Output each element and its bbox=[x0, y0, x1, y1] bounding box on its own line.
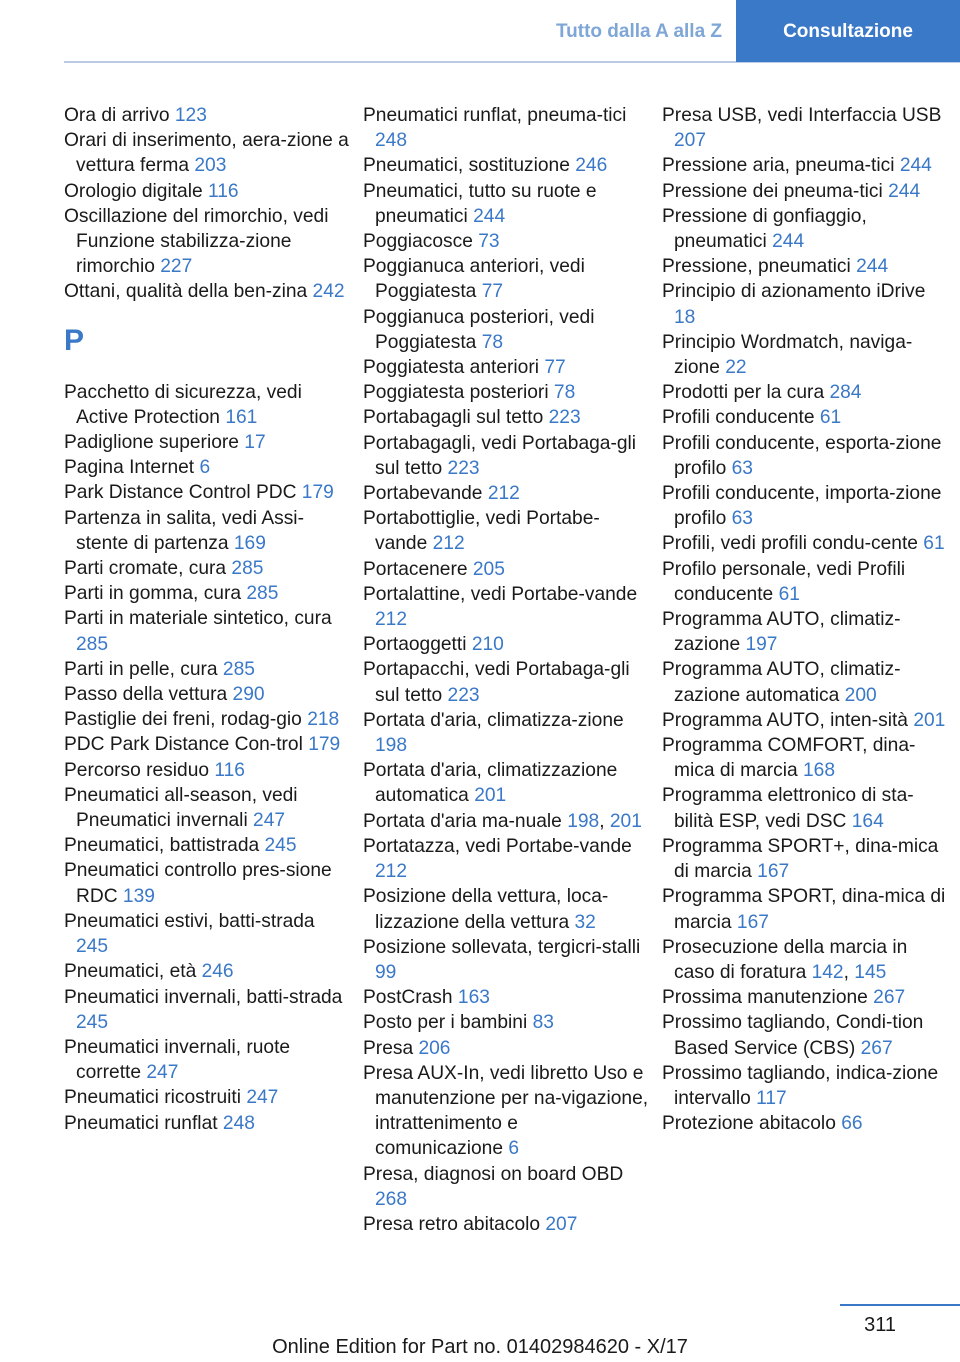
index-entry-text: Pneumatici all-season, vedi Pneumatici invernali bbox=[64, 784, 298, 832]
index-entry-text: Parti cromate, cura bbox=[64, 558, 232, 580]
index-entry bbox=[64, 732, 350, 757]
index-entry-text: Presa AUX-In, vedi libretto Uso e manutenzione per na-vigazione, intrattenimento e comunicazione bbox=[363, 1062, 649, 1160]
index-entry-text: PDC Park Distance Con-trol bbox=[64, 734, 309, 756]
index-entry bbox=[64, 179, 350, 204]
index-entry bbox=[662, 153, 948, 178]
index-entry bbox=[64, 657, 350, 682]
page-reference-link[interactable]: 99 bbox=[375, 961, 397, 983]
index-entry-text: Parti in materiale sintetico, cura bbox=[64, 608, 332, 630]
page-reference-link[interactable]: 244 bbox=[856, 256, 889, 278]
index-entry-text: Presa bbox=[363, 1037, 419, 1059]
page-reference-link[interactable]: 245 bbox=[264, 835, 297, 857]
index-entry-text: Profili conducente bbox=[662, 407, 820, 429]
index-entry bbox=[363, 481, 649, 506]
index-entry bbox=[662, 783, 948, 833]
index-entry bbox=[662, 405, 948, 430]
index-entry bbox=[662, 531, 948, 556]
index-entry-text: Presa retro abitacolo bbox=[363, 1213, 546, 1235]
index-entry-text: PostCrash bbox=[363, 987, 458, 1009]
index-entry bbox=[363, 632, 649, 657]
page-reference-link[interactable]: 223 bbox=[447, 684, 480, 706]
index-entry-text: Portaoggetti bbox=[363, 634, 472, 656]
page-reference-link[interactable]: 207 bbox=[545, 1213, 578, 1235]
page-reference-link[interactable]: 83 bbox=[532, 1012, 554, 1034]
page-reference-link[interactable]: 244 bbox=[473, 205, 506, 227]
index-entry bbox=[64, 985, 350, 1035]
index-entry bbox=[363, 985, 649, 1010]
page-reference-link[interactable]: 246 bbox=[575, 155, 608, 177]
page-reference-link[interactable]: 77 bbox=[481, 281, 504, 303]
index-entry-text: Partenza in salita, vedi Assi-stente di partenza bbox=[64, 507, 304, 554]
page-reference-link[interactable]: 207 bbox=[674, 130, 707, 152]
index-entry-text: Profili conducente, esporta-zione profilo bbox=[662, 432, 942, 479]
index-entry-text: Pneumatici, sostituzione bbox=[363, 155, 576, 177]
index-entry-text: Prossimo tagliando, Condi-tion Based Service (CBS) bbox=[662, 1012, 924, 1059]
index-entry bbox=[662, 481, 948, 531]
index-entry bbox=[363, 935, 649, 985]
index-entry bbox=[64, 1035, 350, 1085]
index-entry-text: Prossima manutenzione bbox=[662, 987, 874, 1009]
page-reference-link[interactable]: 201 bbox=[474, 785, 507, 807]
index-entry bbox=[662, 557, 948, 607]
letter-heading: P bbox=[64, 323, 85, 357]
page-reference-link[interactable]: 223 bbox=[447, 457, 480, 479]
index-entry-text: Pressione di gonfiaggio, pneumatici bbox=[662, 205, 867, 253]
index-entry bbox=[363, 179, 649, 229]
page-reference-link[interactable]: 32 bbox=[574, 911, 596, 933]
index-entry-text: Profili conducente, importa-zione profilo bbox=[662, 483, 942, 530]
page-reference-link[interactable]: 139 bbox=[122, 885, 155, 907]
index-entry-text: Orologio digitale bbox=[64, 180, 208, 202]
index-entry-text: Portalattine, vedi Portabe-vande bbox=[363, 583, 638, 605]
index-entry bbox=[662, 380, 948, 405]
page-reference-link[interactable]: 117 bbox=[756, 1087, 787, 1109]
index-entry bbox=[64, 455, 350, 480]
header-section-title: Tutto dalla A alla Z bbox=[555, 21, 723, 42]
page-reference-link[interactable]: 284 bbox=[829, 382, 862, 404]
index-entry-text: Pneumatici, tutto su ruote e pneumatici bbox=[363, 180, 597, 227]
index-entry bbox=[662, 279, 948, 329]
index-entry bbox=[662, 733, 948, 783]
index-entry bbox=[64, 682, 350, 707]
page-reference-link[interactable]: 198 bbox=[567, 810, 600, 832]
index-entry-text: Portabagagli sul tetto bbox=[363, 407, 549, 429]
page-reference-link[interactable]: 179 bbox=[301, 482, 334, 504]
index-entry-text: Poggianuca posteriori, vedi Poggiatesta bbox=[363, 306, 595, 353]
index-entry-text: Poggiatesta anteriori bbox=[363, 357, 545, 379]
index-entry-text: Pressione dei pneuma-tici bbox=[662, 180, 889, 202]
index-entry bbox=[363, 884, 649, 934]
index-entry bbox=[64, 380, 350, 430]
index-entry bbox=[64, 204, 350, 280]
index-entry bbox=[64, 103, 350, 128]
index-entry-text: Portacenere bbox=[363, 558, 473, 580]
index-entry-text: Pneumatici, battistrada bbox=[64, 835, 265, 857]
index-entry-text: Posizione sollevata, tergicri-stalli bbox=[363, 936, 641, 958]
page-reference-link[interactable]: 246 bbox=[201, 961, 234, 983]
header-chapter-tab: Consultazione bbox=[736, 0, 960, 62]
page-reference-link[interactable]: 63 bbox=[731, 508, 753, 530]
page-number: 311 bbox=[864, 1314, 896, 1336]
page-reference-link[interactable]: 290 bbox=[232, 684, 265, 706]
index-entry bbox=[363, 1010, 649, 1035]
index-entry bbox=[662, 1061, 948, 1111]
page-reference-link[interactable]: 285 bbox=[246, 583, 279, 605]
page-reference-link[interactable]: 145 bbox=[854, 961, 887, 983]
index-entry bbox=[662, 204, 948, 254]
page-reference-link[interactable]: 247 bbox=[246, 1087, 279, 1109]
index-entry bbox=[363, 1061, 649, 1162]
index-entry bbox=[363, 506, 649, 556]
index-entry-text: Protezione abitacolo bbox=[662, 1113, 842, 1135]
page-reference-link[interactable]: 169 bbox=[233, 532, 266, 554]
index-entry-text: Profilo personale, vedi Profili conducente bbox=[662, 558, 906, 605]
footer-rule bbox=[840, 1304, 960, 1306]
index-entry-text: Park Distance Control PDC bbox=[64, 482, 302, 504]
page-reference-link[interactable]: 212 bbox=[432, 533, 465, 555]
index-entry bbox=[662, 1111, 948, 1136]
index-entry-text: Programma AUTO, inten-sità bbox=[662, 709, 914, 731]
index-entry-text: Pneumatici ricostruiti bbox=[64, 1087, 247, 1109]
index-entry bbox=[662, 103, 948, 153]
index-entry bbox=[363, 355, 649, 380]
index-entry bbox=[662, 330, 948, 380]
index-entry: Portata d'aria ma-nuale 198, 201 bbox=[363, 810, 642, 832]
page-reference-link[interactable]: 22 bbox=[725, 357, 747, 379]
index-entry-text: Pneumatici, età bbox=[64, 961, 202, 983]
index-entry bbox=[363, 657, 649, 707]
page-reference-link[interactable]: 245 bbox=[76, 936, 109, 958]
page-reference-link[interactable]: 164 bbox=[851, 810, 884, 832]
index-entry-text: Programma SPORT, dina-mica di marcia bbox=[662, 886, 946, 933]
page-reference-link[interactable]: 77 bbox=[544, 357, 566, 379]
page-reference-link[interactable]: 6 bbox=[199, 457, 211, 479]
page-reference-link[interactable]: 212 bbox=[375, 861, 408, 883]
index-entry-text: Pressione aria, pneuma-tici bbox=[662, 155, 900, 177]
index-entry-text: Portata d'aria, climatizzazione automatica bbox=[363, 760, 618, 807]
index-entry-text: Programma COMFORT, dina-mica di marcia bbox=[662, 735, 916, 782]
index-entry-text: Pacchetto di sicurezza, vedi Active Protection bbox=[64, 381, 302, 428]
index-entry bbox=[662, 431, 948, 481]
page-reference-link[interactable]: 285 bbox=[231, 558, 264, 580]
page-reference-link[interactable]: 200 bbox=[844, 684, 877, 706]
index-entry bbox=[363, 305, 649, 355]
page-reference-link[interactable]: 201 bbox=[609, 810, 642, 832]
index-entry bbox=[64, 909, 350, 959]
page-reference-link[interactable]: 179 bbox=[308, 734, 341, 756]
index-entry bbox=[64, 959, 350, 984]
index-entry bbox=[64, 430, 350, 455]
index-entry-text: Principio di azionamento iDrive bbox=[662, 281, 926, 303]
page-reference-link[interactable]: 218 bbox=[307, 709, 340, 731]
index-entry-text: Programma elettronico di sta-bilità ESP, vedi DSC bbox=[662, 785, 914, 832]
page-reference-link[interactable]: 223 bbox=[548, 407, 581, 429]
page-reference-link[interactable]: 197 bbox=[745, 634, 778, 656]
page-reference-link[interactable]: 167 bbox=[757, 861, 790, 883]
index-entry-text: Programma AUTO, climatiz-zazione bbox=[662, 609, 901, 656]
page-reference-link[interactable]: 142 bbox=[811, 961, 844, 983]
index-entry bbox=[662, 834, 948, 884]
index-entry-text: Ottani, qualità della ben-zina bbox=[64, 281, 313, 303]
index-entry-text: Poggiatesta posteriori bbox=[363, 382, 554, 404]
index-entry-text: Portabottiglie, vedi Portabe-vande bbox=[363, 508, 600, 555]
index-entry bbox=[363, 229, 649, 254]
page-reference-link[interactable]: 267 bbox=[860, 1037, 893, 1059]
index-entry-text: Pneumatici estivi, batti-strada bbox=[64, 910, 315, 932]
index-entry bbox=[64, 581, 350, 606]
index-entry bbox=[363, 1036, 649, 1061]
index-entry bbox=[662, 607, 948, 657]
page-reference-link[interactable]: 61 bbox=[819, 407, 842, 429]
page-reference-link[interactable]: 66 bbox=[841, 1113, 863, 1135]
index-entry-text: Pneumatici runflat bbox=[64, 1112, 223, 1134]
index-column-3 bbox=[662, 103, 948, 1136]
index-entry bbox=[662, 985, 948, 1010]
index-entry-text: Posto per i bambini bbox=[363, 1012, 533, 1034]
index-entry-text: Posizione della vettura, loca-lizzazione della vettura bbox=[363, 886, 609, 933]
index-entry bbox=[64, 506, 350, 556]
index-entry-text: Pressione, pneumatici bbox=[662, 256, 857, 278]
page-reference-link[interactable]: 167 bbox=[736, 911, 769, 933]
index-entry-text: Padiglione superiore bbox=[64, 432, 245, 454]
page-reference-link[interactable]: 61 bbox=[923, 533, 945, 555]
index-entry bbox=[662, 657, 948, 707]
index-entry-text: Pastiglie dei freni, rodag-gio bbox=[64, 709, 308, 731]
page-reference-link[interactable]: 267 bbox=[873, 987, 906, 1009]
index-entry bbox=[363, 708, 649, 758]
index-entry bbox=[363, 431, 649, 481]
page-reference-link[interactable]: 248 bbox=[375, 130, 408, 152]
index-entry-text: Parti in gomma, cura bbox=[64, 583, 247, 605]
page-reference-link[interactable]: 73 bbox=[478, 231, 500, 253]
page-reference-link[interactable]: 203 bbox=[194, 155, 227, 177]
index-entry-text: Passo della vettura bbox=[64, 684, 233, 706]
index-entry-text: Prosecuzione della marcia in caso di foratura bbox=[662, 936, 908, 983]
page-reference-link[interactable]: 6 bbox=[508, 1138, 519, 1160]
page-reference-link[interactable]: 212 bbox=[375, 609, 408, 631]
index-entry-text: Pneumatici controllo pres-sione RDC bbox=[64, 860, 332, 907]
index-entry-text: Prodotti per la cura bbox=[662, 382, 830, 404]
page-reference-link[interactable]: 78 bbox=[553, 382, 576, 404]
index-entry bbox=[662, 1010, 948, 1060]
index-entry-text: Prossimo tagliando, indica-zione intervallo bbox=[662, 1062, 939, 1109]
index-entry-text: Portapacchi, vedi Portabaga-gli sul tetto bbox=[363, 659, 630, 706]
index-entry-text: Presa, diagnosi on board OBD bbox=[363, 1163, 624, 1185]
index-column-2 bbox=[363, 103, 649, 1237]
page-reference-link[interactable]: 168 bbox=[803, 760, 836, 782]
page-reference-link[interactable]: 18 bbox=[674, 306, 696, 328]
page-reference-link[interactable]: 244 bbox=[772, 231, 805, 253]
page-reference-link[interactable]: 268 bbox=[375, 1188, 408, 1210]
index-entry bbox=[64, 556, 350, 581]
index-entry bbox=[64, 707, 350, 732]
index-entry bbox=[662, 708, 948, 733]
index-entry-text: Portata d'aria, climatizza-zione bbox=[363, 709, 624, 731]
page-reference-link[interactable]: 116 bbox=[208, 180, 239, 202]
page-reference-link[interactable]: 63 bbox=[731, 457, 753, 479]
index-entry-text: Portabagagli, vedi Portabaga-gli sul tetto bbox=[363, 432, 637, 479]
page-reference-link[interactable]: 206 bbox=[418, 1037, 451, 1059]
index-entry-text: Poggianuca anteriori, vedi Poggiatesta bbox=[363, 256, 585, 303]
index-entry-text: Parti in pelle, cura bbox=[64, 658, 223, 680]
index-entry bbox=[363, 1162, 649, 1212]
index-entry: Prosecuzione della marcia in caso di foratura 142, 145 bbox=[662, 936, 908, 983]
page-reference-link[interactable]: 201 bbox=[913, 709, 946, 731]
index-entry bbox=[662, 179, 948, 204]
page-reference-link[interactable]: 198 bbox=[375, 735, 408, 757]
index-entry-text: Programma SPORT+, dina-mica di marcia bbox=[662, 835, 939, 883]
index-entry-text: Pneumatici invernali, batti-strada bbox=[64, 986, 343, 1008]
page-reference-link[interactable]: 247 bbox=[146, 1062, 179, 1084]
index-entry-text: Ora di arrivo bbox=[64, 105, 175, 126]
page-reference-link[interactable]: 78 bbox=[481, 331, 504, 353]
page-reference-link[interactable]: 247 bbox=[253, 810, 286, 832]
index-entry-text: Pagina Internet bbox=[64, 457, 200, 479]
page-reference-link[interactable]: 17 bbox=[244, 432, 266, 454]
index-entry-text: Oscillazione del rimorchio, vedi Funzione stabilizza-zione rimorchio bbox=[64, 205, 329, 278]
page-reference-link[interactable]: 61 bbox=[778, 583, 800, 605]
page-reference-link[interactable]: 285 bbox=[76, 633, 109, 655]
index-entry bbox=[64, 480, 350, 505]
index-entry-text: Orari di inserimento, aera-zione a vettura ferma bbox=[64, 130, 349, 177]
edition-text: Online Edition for Part no. 01402984620 - X/17 bbox=[272, 1336, 688, 1358]
index-entry-text: Portabevande bbox=[363, 483, 488, 505]
index-entry-text: Programma AUTO, climatiz-zazione automatica bbox=[662, 659, 901, 706]
index-entry bbox=[64, 128, 350, 178]
index-entry bbox=[363, 254, 649, 304]
index-entry bbox=[64, 279, 350, 304]
index-entry bbox=[363, 153, 649, 178]
page-reference-link[interactable]: 212 bbox=[487, 483, 520, 505]
page-reference-link[interactable]: 227 bbox=[160, 256, 193, 278]
page-reference-link[interactable]: 123 bbox=[174, 105, 207, 126]
index-entry bbox=[64, 606, 350, 656]
index-entry bbox=[64, 1111, 350, 1136]
page-reference-link[interactable]: 248 bbox=[222, 1112, 255, 1134]
page-reference-link[interactable]: 244 bbox=[888, 180, 921, 202]
index-entry-text: Pneumatici runflat, pneuma-tici bbox=[363, 105, 627, 126]
index-entry bbox=[363, 582, 649, 632]
page-reference-link[interactable]: 210 bbox=[471, 634, 504, 656]
page-reference-link[interactable]: 163 bbox=[457, 987, 490, 1009]
page-reference-link[interactable]: 244 bbox=[899, 155, 932, 177]
index-entry bbox=[363, 380, 649, 405]
index-entry bbox=[64, 758, 350, 783]
index-entry-text: Poggiacosce bbox=[363, 231, 479, 253]
index-entry bbox=[363, 103, 649, 153]
index-entry-text: Profili, vedi profili condu-cente bbox=[662, 533, 924, 555]
index-entry bbox=[662, 254, 948, 279]
index-entry bbox=[363, 834, 649, 884]
page-reference-link[interactable]: 116 bbox=[214, 759, 245, 781]
page-reference-link[interactable]: 161 bbox=[225, 406, 258, 428]
index-entry bbox=[363, 1212, 649, 1237]
index-entry-text: Percorso residuo bbox=[64, 759, 215, 781]
page-reference-link[interactable]: 205 bbox=[472, 558, 505, 580]
page-reference-link[interactable]: 285 bbox=[222, 658, 255, 680]
index-entry-text: Portatazza, vedi Portabe-vande bbox=[363, 835, 632, 857]
index-entry bbox=[363, 758, 649, 808]
index-entry bbox=[64, 783, 350, 833]
index-entry-text: Principio Wordmatch, naviga-zione bbox=[662, 331, 913, 379]
index-entry bbox=[64, 833, 350, 858]
index-entry bbox=[363, 557, 649, 582]
index-column-1 bbox=[64, 103, 350, 1136]
index-entry-text: Presa USB, vedi Interfaccia USB bbox=[662, 105, 942, 126]
page-reference-link[interactable]: 242 bbox=[312, 281, 345, 303]
index-entry bbox=[363, 405, 649, 430]
index-entry bbox=[64, 1085, 350, 1110]
index-entry-text: Pneumatici invernali, ruote corrette bbox=[64, 1036, 291, 1084]
page-reference-link[interactable]: 245 bbox=[76, 1011, 109, 1033]
index-entry bbox=[64, 858, 350, 908]
index-entry-text: Portata d'aria ma-nuale bbox=[363, 810, 568, 832]
index-entry bbox=[662, 884, 948, 934]
